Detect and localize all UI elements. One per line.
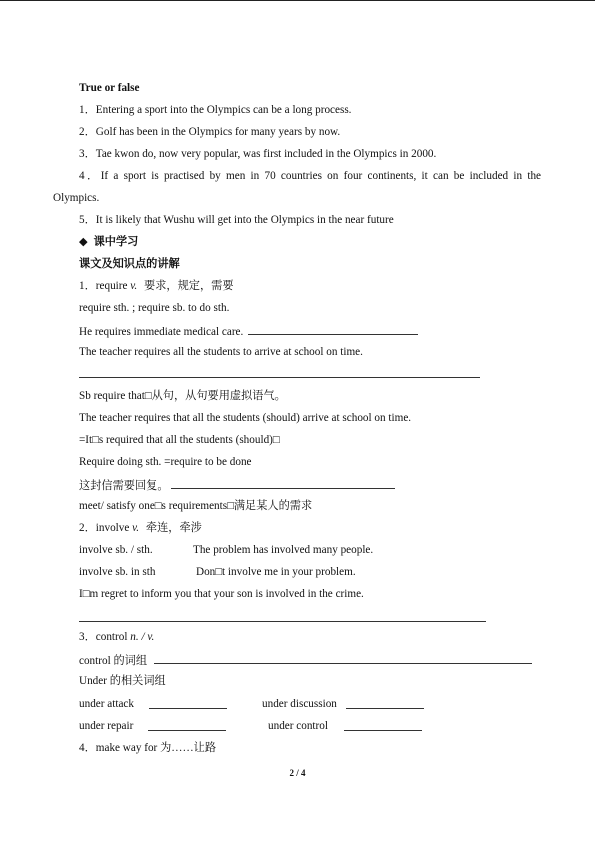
tf-item-4: 4．If a sport is practised by men in 70 countries on four continents, it can be included in the [79,170,541,182]
tf-item-2: 2．Golf has been in the Olympics for many years by now. [79,126,341,138]
involve-example-3: I□m regret to inform you that your son is involved in the crime. [79,588,364,600]
control-phrases [79,652,532,668]
tf-item-1: 1．Entering a sport into the Olympics can be a long process. [79,104,352,116]
tf-item-3: 3．Tae kwon do, now very popular, was first included in the Olympics in 2000. [79,148,437,160]
under-phrase: under control [268,720,328,732]
require-example-2: The teacher requires all the students to arrive at school on time. [79,346,363,358]
answer-blank[interactable] [248,323,418,335]
control-phrase-label: control 的词组 [79,655,148,667]
answer-blank[interactable] [148,719,226,731]
under-phrase: under repair [79,720,134,732]
answer-blank[interactable] [154,652,532,664]
diamond-bullet-icon: ◆ [79,236,88,248]
answer-line[interactable] [79,621,486,622]
involve-example-2: Don□t involve me in your problem. [196,566,356,578]
tf-item-4-cont: Olympics. [53,192,100,204]
involve-pattern-1: involve sb. / sth. [79,544,153,556]
involve-heading [79,521,202,535]
tf-title: True or false [79,82,140,94]
require-pos: v. [130,280,138,292]
answer-blank[interactable] [149,697,227,709]
page-number: 2 / 4 [289,768,306,778]
require-example-5 [79,477,395,493]
require-note-2: Require doing sth. =require to be done [79,456,252,468]
answer-line[interactable] [79,377,480,378]
involve-pos: v. [132,522,140,534]
involve-pattern-2: involve sb. in sth [79,566,156,578]
require-heading [79,279,234,293]
require-ex1-text: He requires immediate medical care. [79,326,244,338]
require-note-1: Sb require that□从句，从句要用虚拟语气。 [79,390,286,402]
control-heading [79,630,154,644]
section-subtitle: 课文及知识点的讲解 [79,258,180,270]
control-pos: n. / v. [130,631,155,643]
require-example-6: meet/ satisfy one□s requirements□满足某人的需求 [79,500,313,512]
require-pattern: require sth. ; require sb. to do sth. [79,302,230,314]
makeway-heading: 4．make way for 为……让路 [79,742,217,754]
answer-blank[interactable] [346,697,424,709]
answer-blank[interactable] [344,719,422,731]
header-rule [0,0,595,1]
under-label: Under 的相关词组 [79,675,166,687]
require-example-1 [79,323,418,339]
require-ex5-text: 这封信需要回复。 [79,480,169,492]
under-phrase: under attack [79,698,134,710]
tf-item-5: 5．It is likely that Wushu will get into the Olympics in the near future [79,214,394,226]
require-example-4: =It□s required that all the students (should)□ [79,434,280,446]
require-meaning: 要求，规定，需要 [144,280,234,292]
involve-head: 2．involve [79,522,130,534]
involve-example-1: The problem has involved many people. [193,544,374,556]
under-phrase: under discussion [262,698,337,710]
section-title: 课中学习 [93,236,139,248]
control-head: 3．control [79,631,128,643]
section-heading [79,235,138,249]
answer-blank[interactable] [171,477,395,489]
require-example-3: The teacher requires that all the students (should) arrive at school on time. [79,412,412,424]
involve-meaning: 牵连，牵涉 [145,522,202,534]
require-head: 1．require [79,280,128,292]
